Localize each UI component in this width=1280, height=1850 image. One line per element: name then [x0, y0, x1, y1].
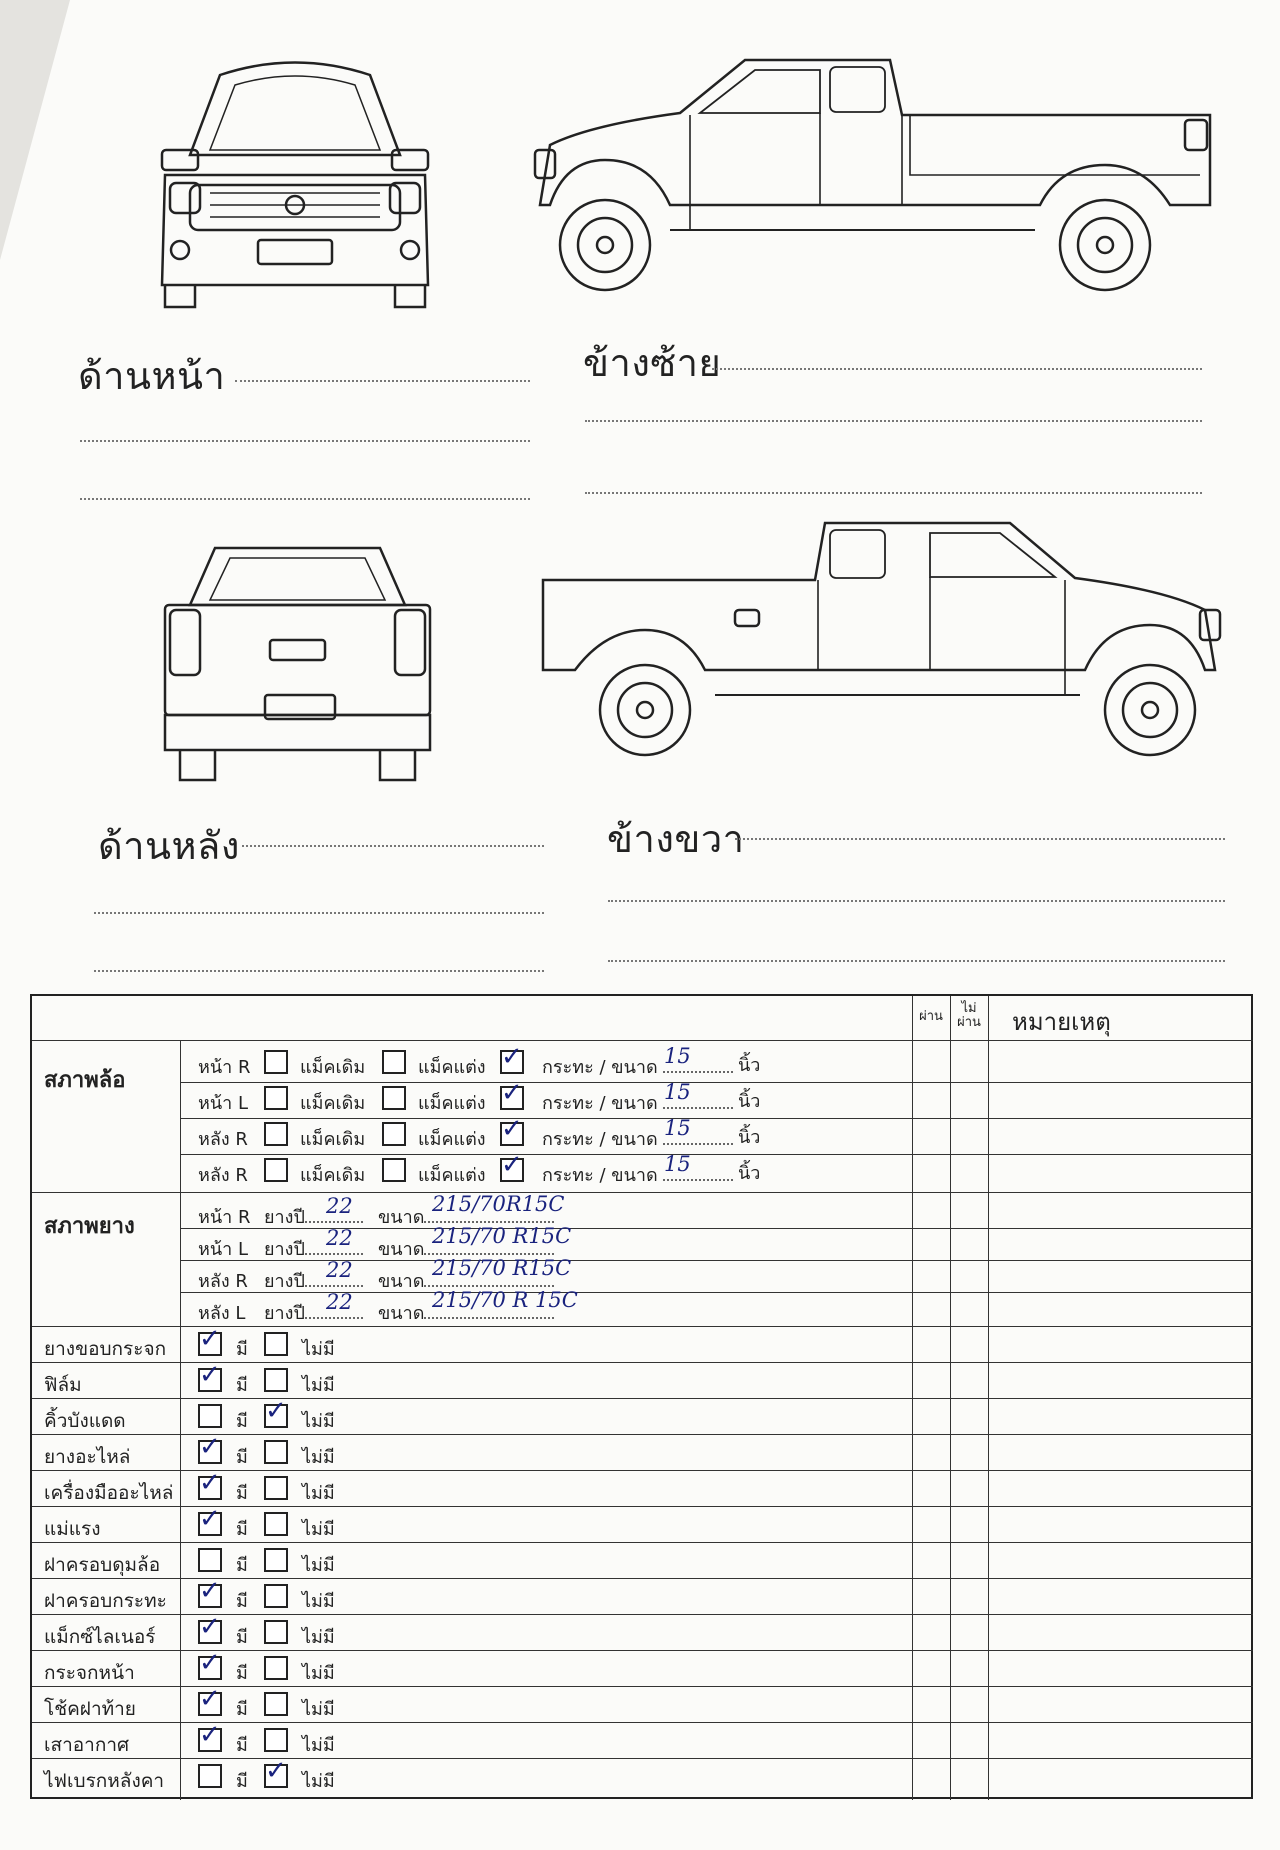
left-side-illustration — [530, 55, 1215, 300]
wheel-size-value: 15 — [664, 1152, 691, 1176]
item-label: กระจกหน้า — [44, 1662, 135, 1684]
left-side-label: ข้างซ้าย — [583, 341, 722, 385]
item-label: ไฟเบรกหลังคา — [44, 1770, 165, 1792]
item-has-checkbox-tick: ✓ — [199, 1504, 221, 1534]
tire-year-label: ยางปี — [264, 1239, 305, 1260]
wheel-steel-checkbox-tick: ✓ — [501, 1042, 523, 1072]
item-label: เสาอากาศ — [44, 1734, 130, 1756]
rear-note-line-1 — [242, 845, 544, 847]
left-note-line-3 — [585, 492, 1202, 494]
wheel-position: หลัง R — [198, 1165, 248, 1186]
item-has-label: มี — [236, 1411, 248, 1432]
item-label: ยางอะไหล่ — [44, 1446, 131, 1468]
item-has-checkbox-tick: ✓ — [199, 1648, 221, 1678]
item-none-label: ไม่มี — [302, 1627, 335, 1648]
wheel-row-rule — [180, 1082, 1253, 1083]
wheel-size-blank[interactable] — [663, 1143, 733, 1145]
wheel-unit-label: นิ้ว — [738, 1127, 761, 1148]
tire-year-blank[interactable] — [305, 1253, 363, 1255]
item-label: ฝาครอบกระทะ — [44, 1590, 167, 1612]
item-has-label: มี — [236, 1519, 248, 1540]
item-none-label: ไม่มี — [302, 1663, 335, 1684]
wheel-aftermarket-label: แม็คแต่ง — [418, 1129, 486, 1150]
wheel-steel-label: กระทะ / ขนาด — [542, 1057, 664, 1078]
wheel-steel-label: กระทะ / ขนาด — [542, 1093, 664, 1114]
right-side-label: ข้างขวา — [607, 817, 745, 861]
item-label: เครื่องมืออะไหล่ — [44, 1482, 174, 1504]
tire-year-value: 22 — [326, 1226, 353, 1250]
wheel-steel-size — [542, 1160, 733, 1189]
wheel-steel-size — [542, 1124, 733, 1153]
item-label: ฝาครอบดุมล้อ — [44, 1554, 161, 1576]
item-none-checkbox[interactable] — [264, 1368, 288, 1392]
item-has-label: มี — [236, 1555, 248, 1576]
front-note-line-3 — [80, 498, 530, 500]
wheel-size-blank[interactable] — [663, 1071, 733, 1073]
tire-year-value: 22 — [326, 1194, 353, 1218]
item-has-label: มี — [236, 1735, 248, 1756]
tire-size-value: 215/70 R 15C — [432, 1288, 578, 1312]
rear-note-line-3 — [94, 970, 544, 972]
item-label: โช้คฝาท้าย — [44, 1698, 136, 1720]
wheel-steel-checkbox-tick: ✓ — [501, 1078, 523, 1108]
tire-year-blank[interactable] — [305, 1285, 363, 1287]
wheel-size-value: 15 — [664, 1044, 691, 1068]
wheel-position: หน้า R — [198, 1057, 251, 1078]
item-label: ยางขอบกระจก — [44, 1338, 167, 1360]
item-has-label: มี — [236, 1663, 248, 1684]
item-none-label: ไม่มี — [302, 1555, 335, 1576]
item-has-checkbox-tick: ✓ — [199, 1720, 221, 1750]
tire-position: หลัง R — [198, 1271, 248, 1292]
item-has-checkbox-tick: ✓ — [199, 1324, 221, 1354]
wheel-size-blank[interactable] — [663, 1179, 733, 1181]
item-none-checkbox[interactable] — [264, 1476, 288, 1500]
rear-view-illustration — [160, 540, 435, 785]
wheel-steel-checkbox-tick: ✓ — [501, 1114, 523, 1144]
wheel-position: หน้า L — [198, 1093, 249, 1114]
item-has-checkbox-tick: ✓ — [199, 1576, 221, 1606]
wheel-orig-label: แม็คเดิม — [300, 1057, 366, 1078]
item-none-checkbox-tick: ✓ — [265, 1756, 287, 1786]
left-note-line-2 — [585, 420, 1202, 422]
item-has-checkbox[interactable] — [198, 1548, 222, 1572]
wheel-aftermarket-label: แม็คแต่ง — [418, 1093, 486, 1114]
tire-year-value: 22 — [326, 1258, 353, 1282]
wheel-aftermarket-checkbox[interactable] — [382, 1122, 406, 1146]
item-none-label: ไม่มี — [302, 1447, 335, 1468]
right-note-line-1 — [735, 838, 1225, 840]
front-view-label: ด้านหน้า — [78, 354, 226, 398]
item-none-checkbox[interactable] — [264, 1512, 288, 1536]
tire-size-label: ขนาด — [378, 1271, 425, 1292]
item-has-checkbox-tick: ✓ — [199, 1684, 221, 1714]
checklist-table — [30, 994, 1253, 1799]
wheel-orig-checkbox[interactable] — [264, 1086, 288, 1110]
item-has-label: มี — [236, 1375, 248, 1396]
tire-size-value: 215/70 R15C — [432, 1256, 572, 1280]
wheel-orig-label: แม็คเดิม — [300, 1129, 366, 1150]
item-label: แม่แรง — [44, 1518, 101, 1540]
item-has-label: มี — [236, 1771, 248, 1792]
header-fail: ไม่ผ่าน — [957, 1001, 981, 1030]
tire-size-label: ขนาด — [378, 1207, 425, 1228]
wheel-size-value: 15 — [664, 1116, 691, 1140]
rear-view-label: ด้านหลัง — [98, 824, 240, 868]
wheel-orig-label: แม็คเดิม — [300, 1165, 366, 1186]
wheel-steel-label: กระทะ / ขนาด — [542, 1165, 664, 1186]
wheel-steel-checkbox-tick: ✓ — [501, 1150, 523, 1180]
tire-size-blank[interactable] — [424, 1253, 554, 1255]
item-has-label: มี — [236, 1591, 248, 1612]
tire-year-blank[interactable] — [305, 1221, 363, 1223]
item-row-rule — [32, 1758, 1253, 1759]
item-has-checkbox-tick: ✓ — [199, 1612, 221, 1642]
tire-size-blank[interactable] — [424, 1285, 554, 1287]
wheel-row-rule — [180, 1118, 1253, 1119]
header-note: หมายเหตุ — [1012, 1008, 1111, 1036]
tire-position: หน้า R — [198, 1207, 251, 1228]
wheel-aftermarket-checkbox[interactable] — [382, 1086, 406, 1110]
tire-position: หน้า L — [198, 1239, 249, 1260]
item-none-label: ไม่มี — [302, 1771, 335, 1792]
tire-size-blank[interactable] — [424, 1221, 554, 1223]
item-none-label: ไม่มี — [302, 1591, 335, 1612]
tires-section-title: สภาพยาง — [44, 1214, 135, 1239]
wheel-unit-label: นิ้ว — [738, 1055, 761, 1076]
item-has-checkbox-tick: ✓ — [199, 1432, 221, 1462]
tire-size-blank[interactable] — [424, 1317, 554, 1319]
right-note-line-2 — [608, 900, 1225, 902]
wheel-row-rule — [180, 1154, 1253, 1155]
front-note-line-2 — [80, 440, 530, 442]
tire-size-value: 215/70R15C — [432, 1192, 565, 1216]
wheels-section-rule — [32, 1192, 1253, 1193]
wheel-aftermarket-checkbox[interactable] — [382, 1050, 406, 1074]
wheel-steel-size — [542, 1052, 733, 1081]
item-label: คิ้วบังแดด — [44, 1410, 126, 1432]
tire-year-label: ยางปี — [264, 1271, 305, 1292]
wheel-position: หลัง R — [198, 1129, 248, 1150]
item-has-label: มี — [236, 1447, 248, 1468]
paper-fold-shadow — [0, 0, 70, 260]
wheel-aftermarket-checkbox[interactable] — [382, 1158, 406, 1182]
header-pass: ผ่าน — [919, 1009, 943, 1024]
item-row-rule — [32, 1542, 1253, 1543]
item-row-rule — [32, 1398, 1253, 1399]
tire-year-label: ยางปี — [264, 1207, 305, 1228]
item-has-label: มี — [236, 1339, 248, 1360]
wheel-size-value: 15 — [664, 1080, 691, 1104]
item-none-label: ไม่มี — [302, 1375, 335, 1396]
tire-year-blank[interactable] — [305, 1317, 363, 1319]
wheel-unit-label: นิ้ว — [738, 1163, 761, 1184]
wheel-orig-checkbox[interactable] — [264, 1158, 288, 1182]
wheel-unit-label: นิ้ว — [738, 1091, 761, 1112]
item-has-label: มี — [236, 1483, 248, 1504]
item-none-checkbox[interactable] — [264, 1656, 288, 1680]
wheel-orig-checkbox[interactable] — [264, 1050, 288, 1074]
item-none-checkbox-tick: ✓ — [265, 1396, 287, 1426]
wheel-aftermarket-label: แม็คแต่ง — [418, 1165, 486, 1186]
item-label: แม็กซ์ไลเนอร์ — [44, 1626, 156, 1648]
tire-year-value: 22 — [326, 1290, 353, 1314]
wheel-steel-label: กระทะ / ขนาด — [542, 1129, 664, 1150]
item-none-checkbox[interactable] — [264, 1332, 288, 1356]
wheels-section-title: สภาพล้อ — [44, 1068, 126, 1093]
item-none-label: ไม่มี — [302, 1411, 335, 1432]
front-note-line-1 — [235, 380, 530, 382]
item-has-label: มี — [236, 1699, 248, 1720]
item-none-checkbox[interactable] — [264, 1548, 288, 1572]
item-none-label: ไม่มี — [302, 1339, 335, 1360]
item-none-checkbox[interactable] — [264, 1728, 288, 1752]
tire-position: หลัง L — [198, 1303, 246, 1324]
header-rule — [32, 1040, 1253, 1041]
tire-size-value: 215/70 R15C — [432, 1224, 572, 1248]
wheel-steel-size — [542, 1088, 733, 1117]
item-none-checkbox[interactable] — [264, 1584, 288, 1608]
item-none-checkbox[interactable] — [264, 1692, 288, 1716]
item-none-checkbox[interactable] — [264, 1620, 288, 1644]
item-none-label: ไม่มี — [302, 1519, 335, 1540]
item-none-label: ไม่มี — [302, 1483, 335, 1504]
tire-size-label: ขนาด — [378, 1239, 425, 1260]
tire-size-label: ขนาด — [378, 1303, 425, 1324]
wheel-orig-label: แม็คเดิม — [300, 1093, 366, 1114]
wheel-aftermarket-label: แม็คแต่ง — [418, 1057, 486, 1078]
item-has-checkbox-tick: ✓ — [199, 1360, 221, 1390]
item-has-checkbox-tick: ✓ — [199, 1468, 221, 1498]
item-has-label: มี — [236, 1627, 248, 1648]
item-none-checkbox[interactable] — [264, 1440, 288, 1464]
right-side-illustration — [535, 515, 1225, 765]
wheel-size-blank[interactable] — [663, 1107, 733, 1109]
left-note-line-1 — [712, 368, 1202, 370]
item-has-checkbox[interactable] — [198, 1764, 222, 1788]
item-label: ฟิล์ม — [44, 1374, 82, 1396]
right-note-line-3 — [608, 960, 1225, 962]
item-none-label: ไม่มี — [302, 1735, 335, 1756]
rear-note-line-2 — [94, 912, 544, 914]
front-view-illustration — [150, 55, 440, 310]
item-none-label: ไม่มี — [302, 1699, 335, 1720]
tire-year-label: ยางปี — [264, 1303, 305, 1324]
item-has-checkbox[interactable] — [198, 1404, 222, 1428]
wheel-orig-checkbox[interactable] — [264, 1122, 288, 1146]
